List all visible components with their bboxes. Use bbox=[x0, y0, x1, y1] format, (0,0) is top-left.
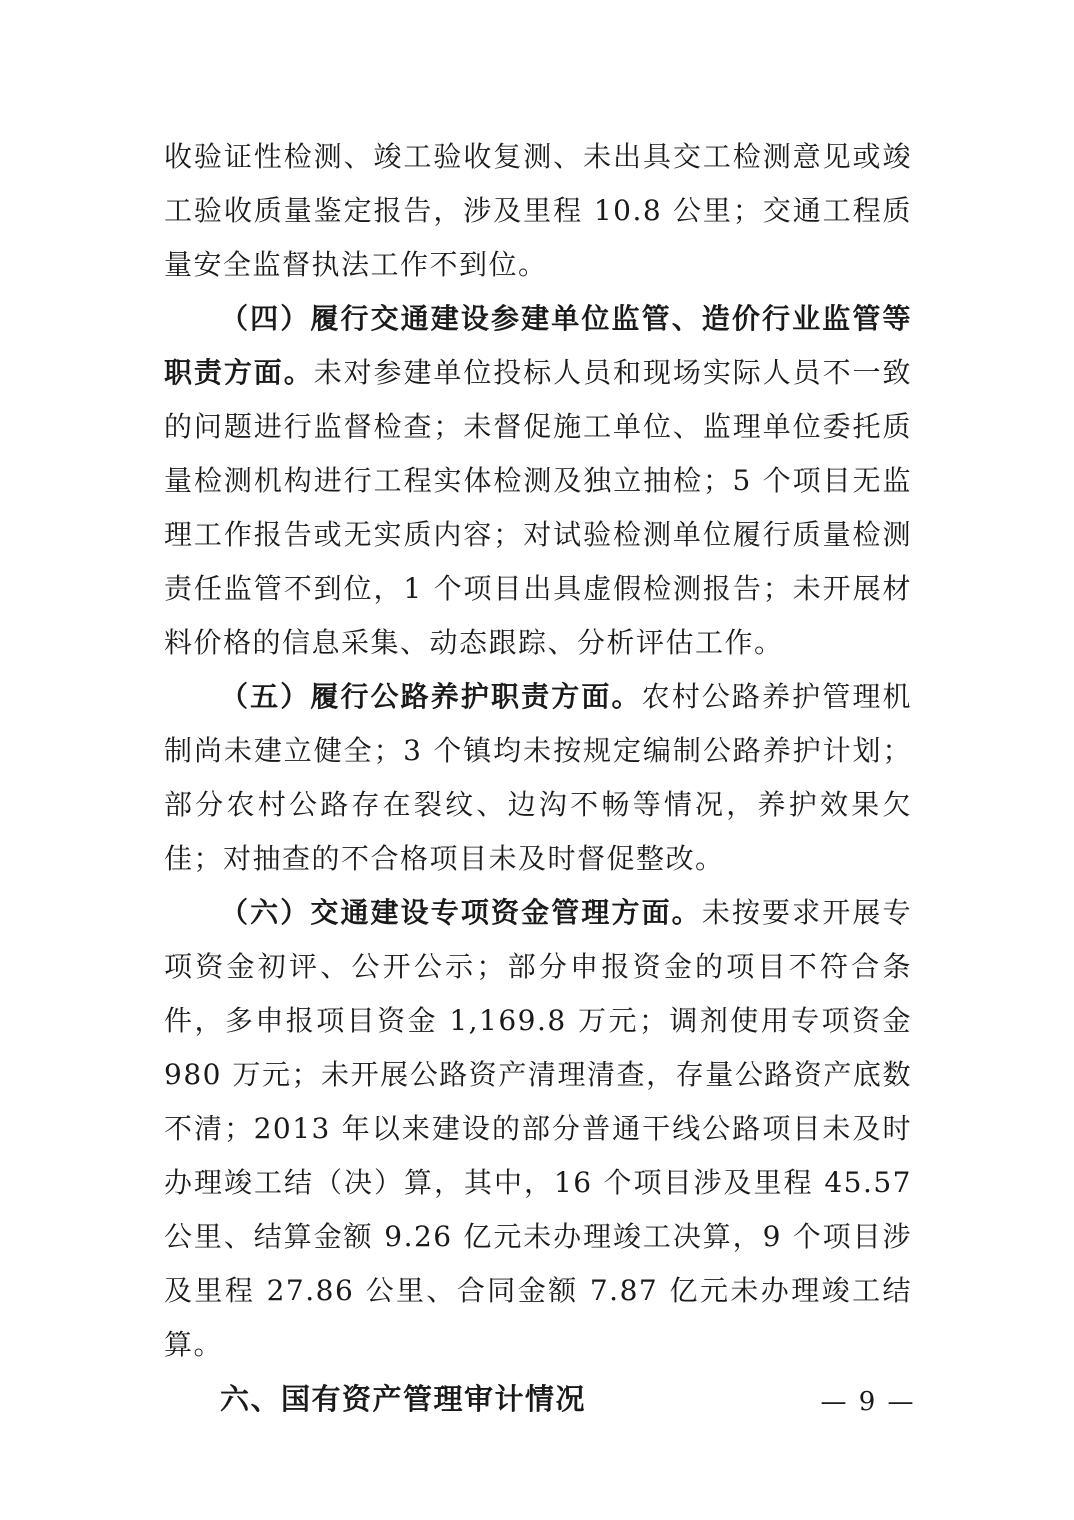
paragraph-text: 农村公路养护管理机制尚未建立健全；3 个镇均未按规定编制公路养护计划；部分农村公路存在裂纹、边沟不畅等情况，养护效果欠佳；对抽查的不合格项目未及时督促整改。 bbox=[164, 680, 912, 875]
paragraph-section-4 bbox=[164, 292, 912, 670]
paragraph-continued bbox=[164, 130, 912, 292]
section-heading: 六、国有资产管理审计情况 bbox=[220, 1382, 587, 1416]
document-body bbox=[164, 130, 912, 1426]
paragraph-lead: （六）交通建设专项资金管理方面。 bbox=[220, 896, 702, 929]
paragraph-text: 收验证性检测、竣工验收复测、未出具交工检测意见或竣工验收质量鉴定报告，涉及里程 10.8 公里；交通工程质量安全监督执法工作不到位。 bbox=[164, 140, 912, 281]
paragraph-text: 未按要求开展专项资金初评、公开公示；部分申报资金的项目不符合条件，多申报项目资金 1,169.8 万元；调剂使用专项资金 980 万元；未开展公路资产清理清查，存量公路资产底数不清；2013 年以来建设的部分普通干线公路项目未及时办理竣工结（决）算，其中，16 个项目涉及里程 45.57 公里、结算金额 9.26 亿元未办理竣工决算，9 个项目涉及里程 27.86 公里、合同金额 7.87 亿元未办理竣工结算。 bbox=[164, 896, 912, 1361]
paragraph-lead: （四）履行交通建设参建单位监管、造价行业监管等职责方面。 bbox=[164, 302, 912, 389]
paragraph-text: 未对参建单位投标人员和现场实际人员不一致的问题进行监督检查；未督促施工单位、监理单位委托质量检测机构进行工程实体检测及独立抽检；5 个项目无监理工作报告或无实质内容；对试验检测单位履行质量检测责任监管不到位，1 个项目出具虚假检测报告；未开展材料价格的信息采集、动态跟踪、分析评估工作。 bbox=[164, 356, 912, 659]
paragraph-lead: （五）履行公路养护职责方面。 bbox=[220, 680, 642, 713]
paragraph-section-5 bbox=[164, 670, 912, 886]
page-number: — 9 — bbox=[820, 1387, 916, 1417]
paragraph-section-6 bbox=[164, 886, 912, 1372]
